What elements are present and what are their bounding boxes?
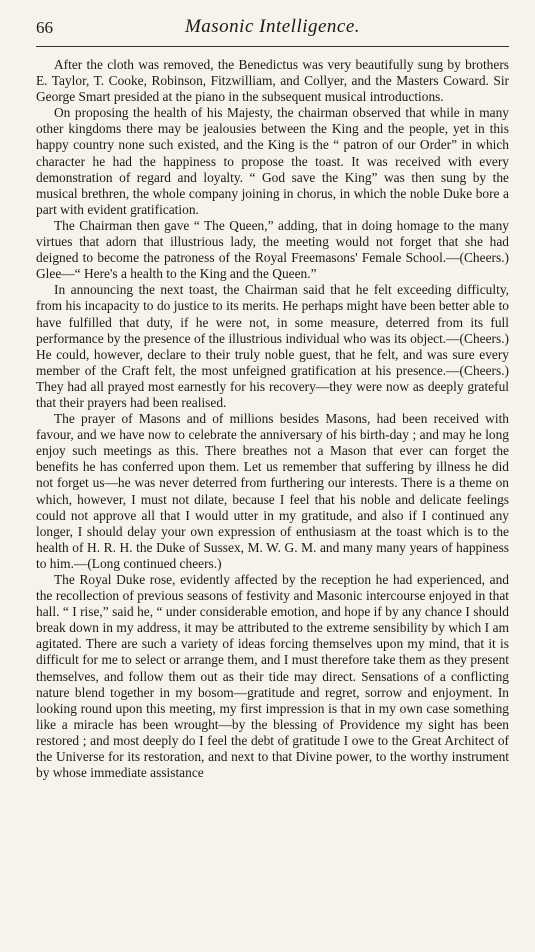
- paragraph-prayer-of-masons: The prayer of Masons and of millions besides Masons, had been received with favour, and we have now to celebrate the anniversary of his birth-day ; and may he long enjoy such meetings as this. There breathes not a Mason that ever can forget the benefits he has conferred upon them. Let us remember that suffering by illness he did not forget us—he was never deterred from furthering our interests. There is a theme on which, however, I must not dilate, because I feel that his noble and delicate feelings could not approve all that I would utter in my gratitude, and also if I continued any longer, I should delay your own expression of enthusiasm at the toast which is to the health of H. R. H. the Duke of Sussex, M. W. G. M. and many many years of happiness to him.—(Long continued cheers.): [36, 411, 509, 571]
- paragraph-cloth-removed: After the cloth was removed, the Benedictus was very beautifully sung by brothers E. Taylor, T. Cooke, Robinson, Fitzwilliam, and Collyer, and the Masters Coward. Sir George Smart presided at the piano in the subsequent musical introductions.: [36, 57, 509, 105]
- page-header: [36, 16, 509, 47]
- paragraph-next-toast: In announcing the next toast, the Chairman said that he felt exceeding difficulty, from his incapacity to do justice to its merits. He perhaps might have been better able to have fulfilled that duty, if he were not, in some measure, deterred from its full performance by the presence of the illustrious individual who was its object.—(Cheers.) He could, however, declare to their truly noble guest, that he felt, and was sure every member of the Craft felt, the most unfeigned gratification at his presence.—(Cheers.) They had all prayed most earnestly for his recovery—they were now as deeply grateful that their prayers had been realised.: [36, 282, 509, 410]
- paragraph-royal-duke-rose: The Royal Duke rose, evidently affected by the reception he had experienced, and the recollection of previous seasons of festivity and Masonic intercourse enjoyed in that hall. “ I rise,” said he, “ under considerable emotion, and hope if by any chance I should break down in my address, it may be attributed to the extreme sensibility by which I am agitated. There are such a variety of ideas forcing themselves upon my mind, that it is difficult for me to select or arrange them, and I must therefore take them as they present themselves, and follow them out as their tide may direct. Sensations of a conflicting nature blend together in my bosom—gratitude and regret, sorrow and enjoyment. In looking round upon this meeting, my first impression is that in my own case something like a miracle has been wrought—by the blessing of Providence my sight has been restored ; and most deeply do I feel the debt of gratitude I owe to the Great Architect of the Universe for its restoration, and next to that Divine power, to the worthy instrument by whose immediate assistance: [36, 572, 509, 781]
- paragraph-the-queen: The Chairman then gave “ The Queen,” adding, that in doing homage to the many virtues that adorn that illustrious lady, the meeting would not forget that she had deigned to become the patroness of the Royal Freemasons' Female School.—(Cheers.) Glee—“ Here's a health to the King and the Queen.”: [36, 217, 509, 282]
- article-body: [36, 57, 509, 781]
- page-number: 66: [36, 18, 53, 37]
- running-title: Masonic Intelligence.: [184, 16, 361, 37]
- paragraph-health-of-majesty: On proposing the health of his Majesty, the chairman observed that while in many other kingdoms there may be jealousies between the King and the people, yet in this happy country none such existed, and the King is the “ patron of our Order” in which character he had the happiness to propose the toast. It was received with every demonstration of regard and loyalty. “ God save the King” was then sung by the musical brethren, the whole company joining in chorus, in which the noble Duke bore a part with evident gratification.: [36, 105, 509, 217]
